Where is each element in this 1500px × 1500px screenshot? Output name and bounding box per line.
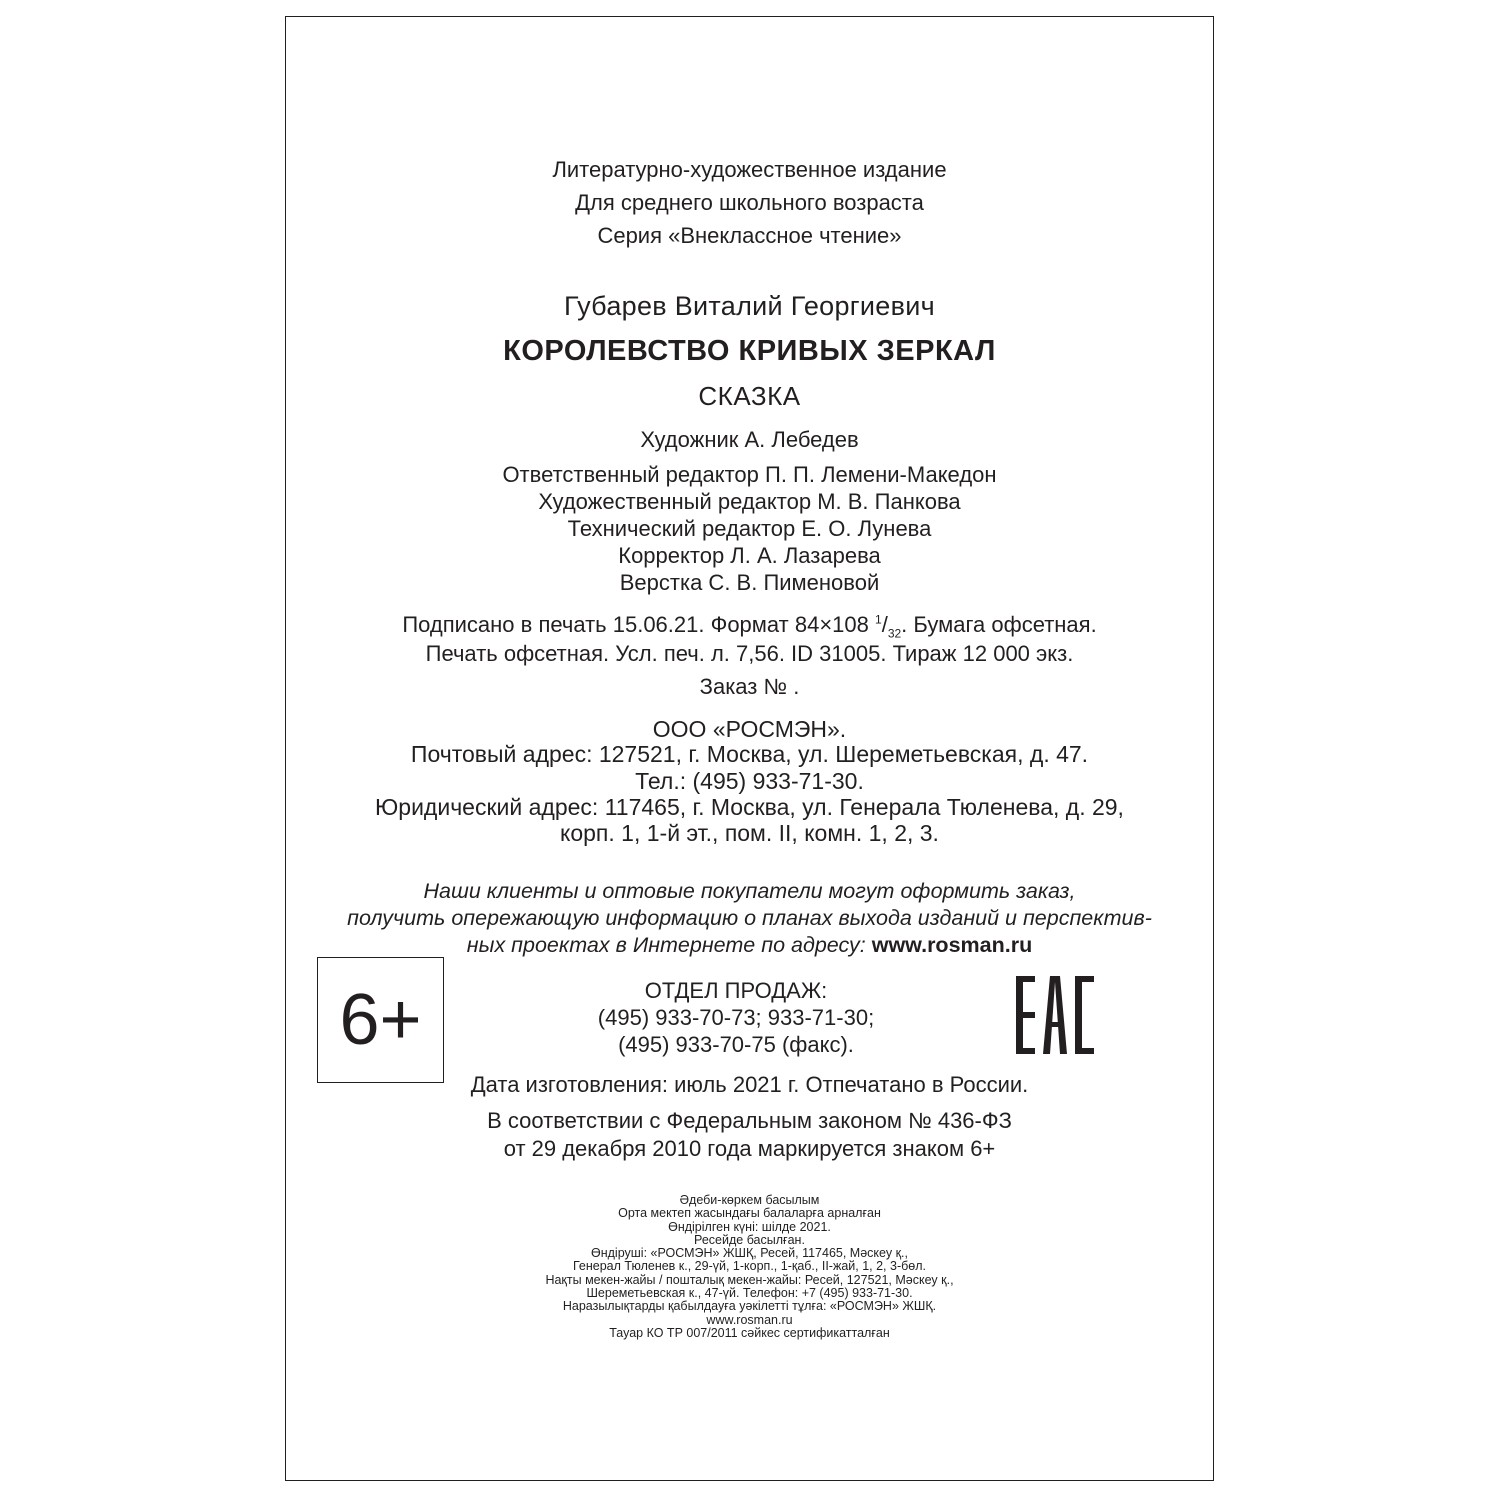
kazakh-line: Өндіруші: «РОСМЭН» ЖШҚ, Ресей, 117465, Мәскеу қ., bbox=[591, 1246, 908, 1261]
sales-title: ОТДЕЛ ПРОДАЖ: bbox=[644, 978, 828, 1003]
credit-proofreader: Корректор Л. А. Лазарева bbox=[618, 543, 881, 568]
kazakh-line: Әдеби-көркем басылым bbox=[679, 1193, 820, 1207]
law-line2: от 29 декабря 2010 года маркируется знаком 6+ bbox=[503, 1136, 996, 1161]
kazakh-line: Нақты мекен-жайы / пошталық мекен-жайы: Ресей, 127521, Мәскеу қ., bbox=[545, 1272, 954, 1287]
credit-layout: Верстка С. В. Пименовой bbox=[619, 570, 880, 595]
kazakh-line: Наразылықтарды қабылдауға уәкілетті тұлға: «РОСМЭН» ЖШҚ. bbox=[562, 1299, 937, 1314]
sales-fax: (495) 933-70-75 (факс). bbox=[618, 1032, 854, 1057]
credit-art-editor: Художественный редактор М. В. Панкова bbox=[538, 489, 961, 514]
imprint-page bbox=[285, 16, 1214, 1481]
book-genre: СКАЗКА bbox=[698, 381, 801, 411]
eac-certification-icon bbox=[1016, 976, 1094, 1054]
print-specs-line1: Подписано в печать 15.06.21. Формат 84×108 $^1/_{32}$. Бумага офсетная. bbox=[402, 612, 1097, 641]
book-title: КОРОЛЕВСТВО КРИВЫХ ЗЕРКАЛ bbox=[503, 335, 996, 367]
order-number: Заказ № . bbox=[699, 674, 800, 699]
sales-phones: (495) 933-70-73; 933-71-30; bbox=[597, 1005, 875, 1030]
kazakh-line: Орта мектеп жасындағы балаларға арналған bbox=[618, 1206, 881, 1221]
credit-artist: Художник А. Лебедев bbox=[640, 427, 859, 452]
credit-editor: Ответственный редактор П. П. Лемени-Македон bbox=[502, 462, 997, 487]
info-line2: получить опережающую информацию о планах выхода изданий и перспектив- bbox=[347, 906, 1152, 930]
credit-tech-editor: Технический редактор Е. О. Лунева bbox=[567, 516, 932, 541]
production-date: Дата изготовления: июль 2021 г. Отпечатано в России. bbox=[470, 1072, 1029, 1097]
publisher-name: ООО «РОСМЭН». bbox=[652, 716, 847, 742]
law-line1: В соответствии с Федеральным законом № 436-ФЗ bbox=[487, 1108, 1012, 1133]
kazakh-line: www.rosman.ru bbox=[706, 1312, 793, 1327]
kazakh-info-block bbox=[286, 1194, 1213, 1340]
kazakh-line: Тауар КО ТР 007/2011 сәйкес сертификатталған bbox=[609, 1325, 890, 1340]
age-rating-text: 6+ bbox=[339, 980, 422, 1060]
kazakh-line: Генерал Тюленев к., 29-үй, 1-корп., 1-қаб., II-жай, 1, 2, 3-бөл. bbox=[572, 1259, 926, 1274]
print-specs-line2: Печать офсетная. Усл. печ. л. 7,56. ID 31005. Тираж 12 000 экз. bbox=[425, 641, 1074, 666]
website-link[interactable]: www.rosman.ru bbox=[871, 933, 1033, 957]
series-name: Серия «Внеклассное чтение» bbox=[597, 223, 902, 248]
legal-address-line1: Юридический адрес: 117465, г. Москва, ул. Генерала Тюленева, д. 29, bbox=[375, 794, 1124, 820]
age-group: Для среднего школьного возраста bbox=[575, 190, 924, 215]
info-line1: Наши клиенты и оптовые покупатели могут оформить заказ, bbox=[423, 879, 1076, 903]
kazakh-line: Шереметьевская к., 47-үй. Телефон: +7 (495) 933-71-30. bbox=[586, 1286, 913, 1301]
kazakh-line: Өндірілген күні: шілде 2021. bbox=[668, 1219, 831, 1234]
age-rating-badge bbox=[317, 957, 444, 1083]
publisher-phone: Тел.: (495) 933-71-30. bbox=[635, 768, 864, 794]
edition-type: Литературно-художественное издание bbox=[552, 157, 947, 182]
info-line3: ных проектах в Интернете по адресу: www.rosman.ru bbox=[466, 933, 1033, 957]
postal-address: Почтовый адрес: 127521, г. Москва, ул. Шереметьевская, д. 47. bbox=[410, 741, 1089, 767]
author-name: Губарев Виталий Георгиевич bbox=[563, 291, 936, 321]
kazakh-line: Ресейде басылған. bbox=[694, 1232, 805, 1247]
legal-address-line2: корп. 1, 1-й эт., пом. II, комн. 1, 2, 3. bbox=[560, 820, 939, 846]
